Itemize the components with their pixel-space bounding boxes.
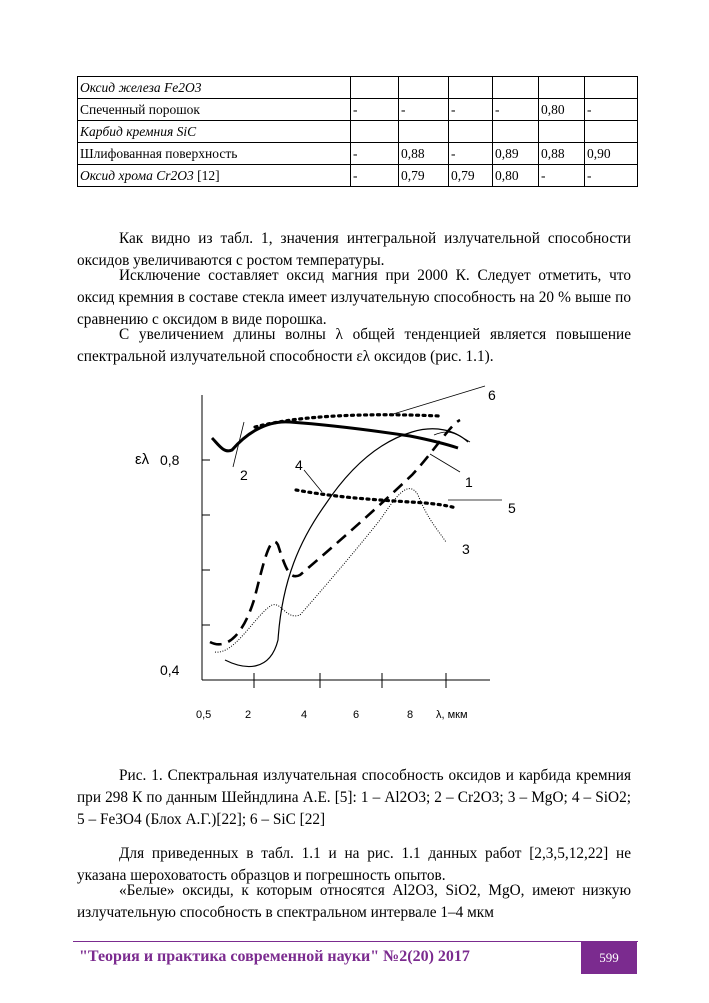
- leader-1: [430, 454, 460, 472]
- table-cell: 0,79: [449, 165, 493, 187]
- table-row: [78, 143, 638, 165]
- table-cell: [351, 121, 399, 143]
- y-tick-label: 0,4: [160, 662, 180, 678]
- table-cell: 0,80: [539, 99, 585, 121]
- table-cell: [351, 77, 399, 99]
- table-cell: 0,88: [539, 143, 585, 165]
- row-label: Спеченный порошок: [78, 99, 351, 121]
- paragraph-3: С увеличением длины волны λ общей тенденцией является повышение спектральной излучательной способности ελ оксидов (рис. 1.1).: [77, 326, 631, 365]
- table-cell: 0,80: [493, 165, 539, 187]
- row-label: Оксид железа Fe2O3: [78, 77, 351, 99]
- y-axis-label: ελ: [135, 451, 150, 468]
- table-cell: [539, 77, 585, 99]
- series-1-tail: [434, 432, 470, 442]
- y-axis: [202, 395, 210, 680]
- table-row: [78, 165, 638, 187]
- table-cell: [449, 77, 493, 99]
- table-cell: -: [351, 99, 399, 121]
- paragraph-5: «Белые» оксиды, к которым относятся Al2O3, SiO2, MgO, имеют низкую излучательную способность в спектральном интервале 1–4 мкм: [77, 882, 631, 921]
- table-cell: -: [493, 99, 539, 121]
- curve-label-4: 4: [295, 457, 303, 473]
- table-row: [78, 77, 638, 99]
- table-cell: [449, 121, 493, 143]
- x-tick-label: 0,5: [196, 709, 212, 721]
- figure-caption: Рис. 1. Спектральная излучательная способность оксидов и карбида кремния при 298 К по данным Шейндлина А.Е. [5]: 1 – Al2O3; 2 – Cr2O3; 3 – MgO; 4 – SiO2; 5 – Fe3O4 (Блох А.Г.)[22]; 6 – SiC [22]: [77, 767, 631, 828]
- series-1-line: [212, 422, 458, 451]
- table-cell: 0,88: [399, 143, 449, 165]
- curve-label-1: 1: [465, 474, 473, 490]
- series-2-line: [255, 415, 440, 427]
- table-cell: -: [585, 99, 638, 121]
- table-cell: -: [351, 143, 399, 165]
- table-cell: 0,79: [399, 165, 449, 187]
- x-tick-label: 6: [353, 709, 360, 721]
- table-cell: -: [585, 165, 638, 187]
- table-cell: [539, 121, 585, 143]
- x-axis: [202, 673, 490, 688]
- paragraph-1: Как видно из табл. 1, значения интегральной излучательной способности оксидов увеличиваются с ростом температуры.: [77, 230, 631, 269]
- paragraph-2: Исключение составляет оксид магния при 2000 К. Следует отметить, что оксид кремния в составе стекла имеет излучательную способность на 20 % выше по сравнению с оксидом в виде порошка.: [77, 267, 631, 328]
- x-axis-label: λ, мкм: [436, 709, 468, 721]
- table-cell: 0,89: [493, 143, 539, 165]
- page-number: 599: [581, 941, 637, 974]
- series-5-line: [296, 490, 456, 508]
- row-label: Шлифованная поверхность: [78, 143, 351, 165]
- table-cell: 0,90: [585, 143, 638, 165]
- series-3-line: [215, 489, 446, 653]
- table-cell: [493, 121, 539, 143]
- curve-label-3: 3: [462, 541, 470, 557]
- curve-label-6: 6: [488, 387, 496, 403]
- table-cell: -: [539, 165, 585, 187]
- table-cell: -: [449, 143, 493, 165]
- paragraph-4: Для приведенных в табл. 1.1 и на рис. 1.1 данных работ [2,3,5,12,22] не указана шероховатость образцов и погрешность опытов.: [77, 845, 631, 884]
- x-tick-label: 8: [407, 709, 414, 721]
- table-cell: -: [351, 165, 399, 187]
- journal-title: "Теория и практика современной науки" №2(20) 2017: [79, 948, 470, 965]
- footer-divider: [73, 941, 638, 942]
- curve-label-2: 2: [240, 467, 248, 483]
- row-label: Оксид хрома Cr2O3 [12]: [78, 165, 351, 187]
- table-cell: -: [399, 99, 449, 121]
- table-row: [78, 99, 638, 121]
- emissivity-chart: [135, 380, 530, 721]
- series-6-line: [210, 420, 460, 644]
- row-label: Карбид кремния SiC: [78, 121, 351, 143]
- emissivity-table: [77, 76, 638, 187]
- table-cell: [585, 77, 638, 99]
- table-cell: [585, 121, 638, 143]
- leader-2: [233, 422, 244, 467]
- curve-label-5: 5: [508, 500, 516, 516]
- x-tick-label: 4: [301, 709, 308, 721]
- y-tick-label: 0,8: [160, 452, 180, 468]
- table-row: [78, 121, 638, 143]
- leader-4: [304, 470, 322, 492]
- table-cell: -: [449, 99, 493, 121]
- table-cell: [493, 77, 539, 99]
- table-cell: [399, 121, 449, 143]
- series-4-line: [225, 429, 468, 667]
- x-tick-label: 2: [245, 709, 252, 721]
- leader-6: [390, 386, 485, 415]
- table-cell: [399, 77, 449, 99]
